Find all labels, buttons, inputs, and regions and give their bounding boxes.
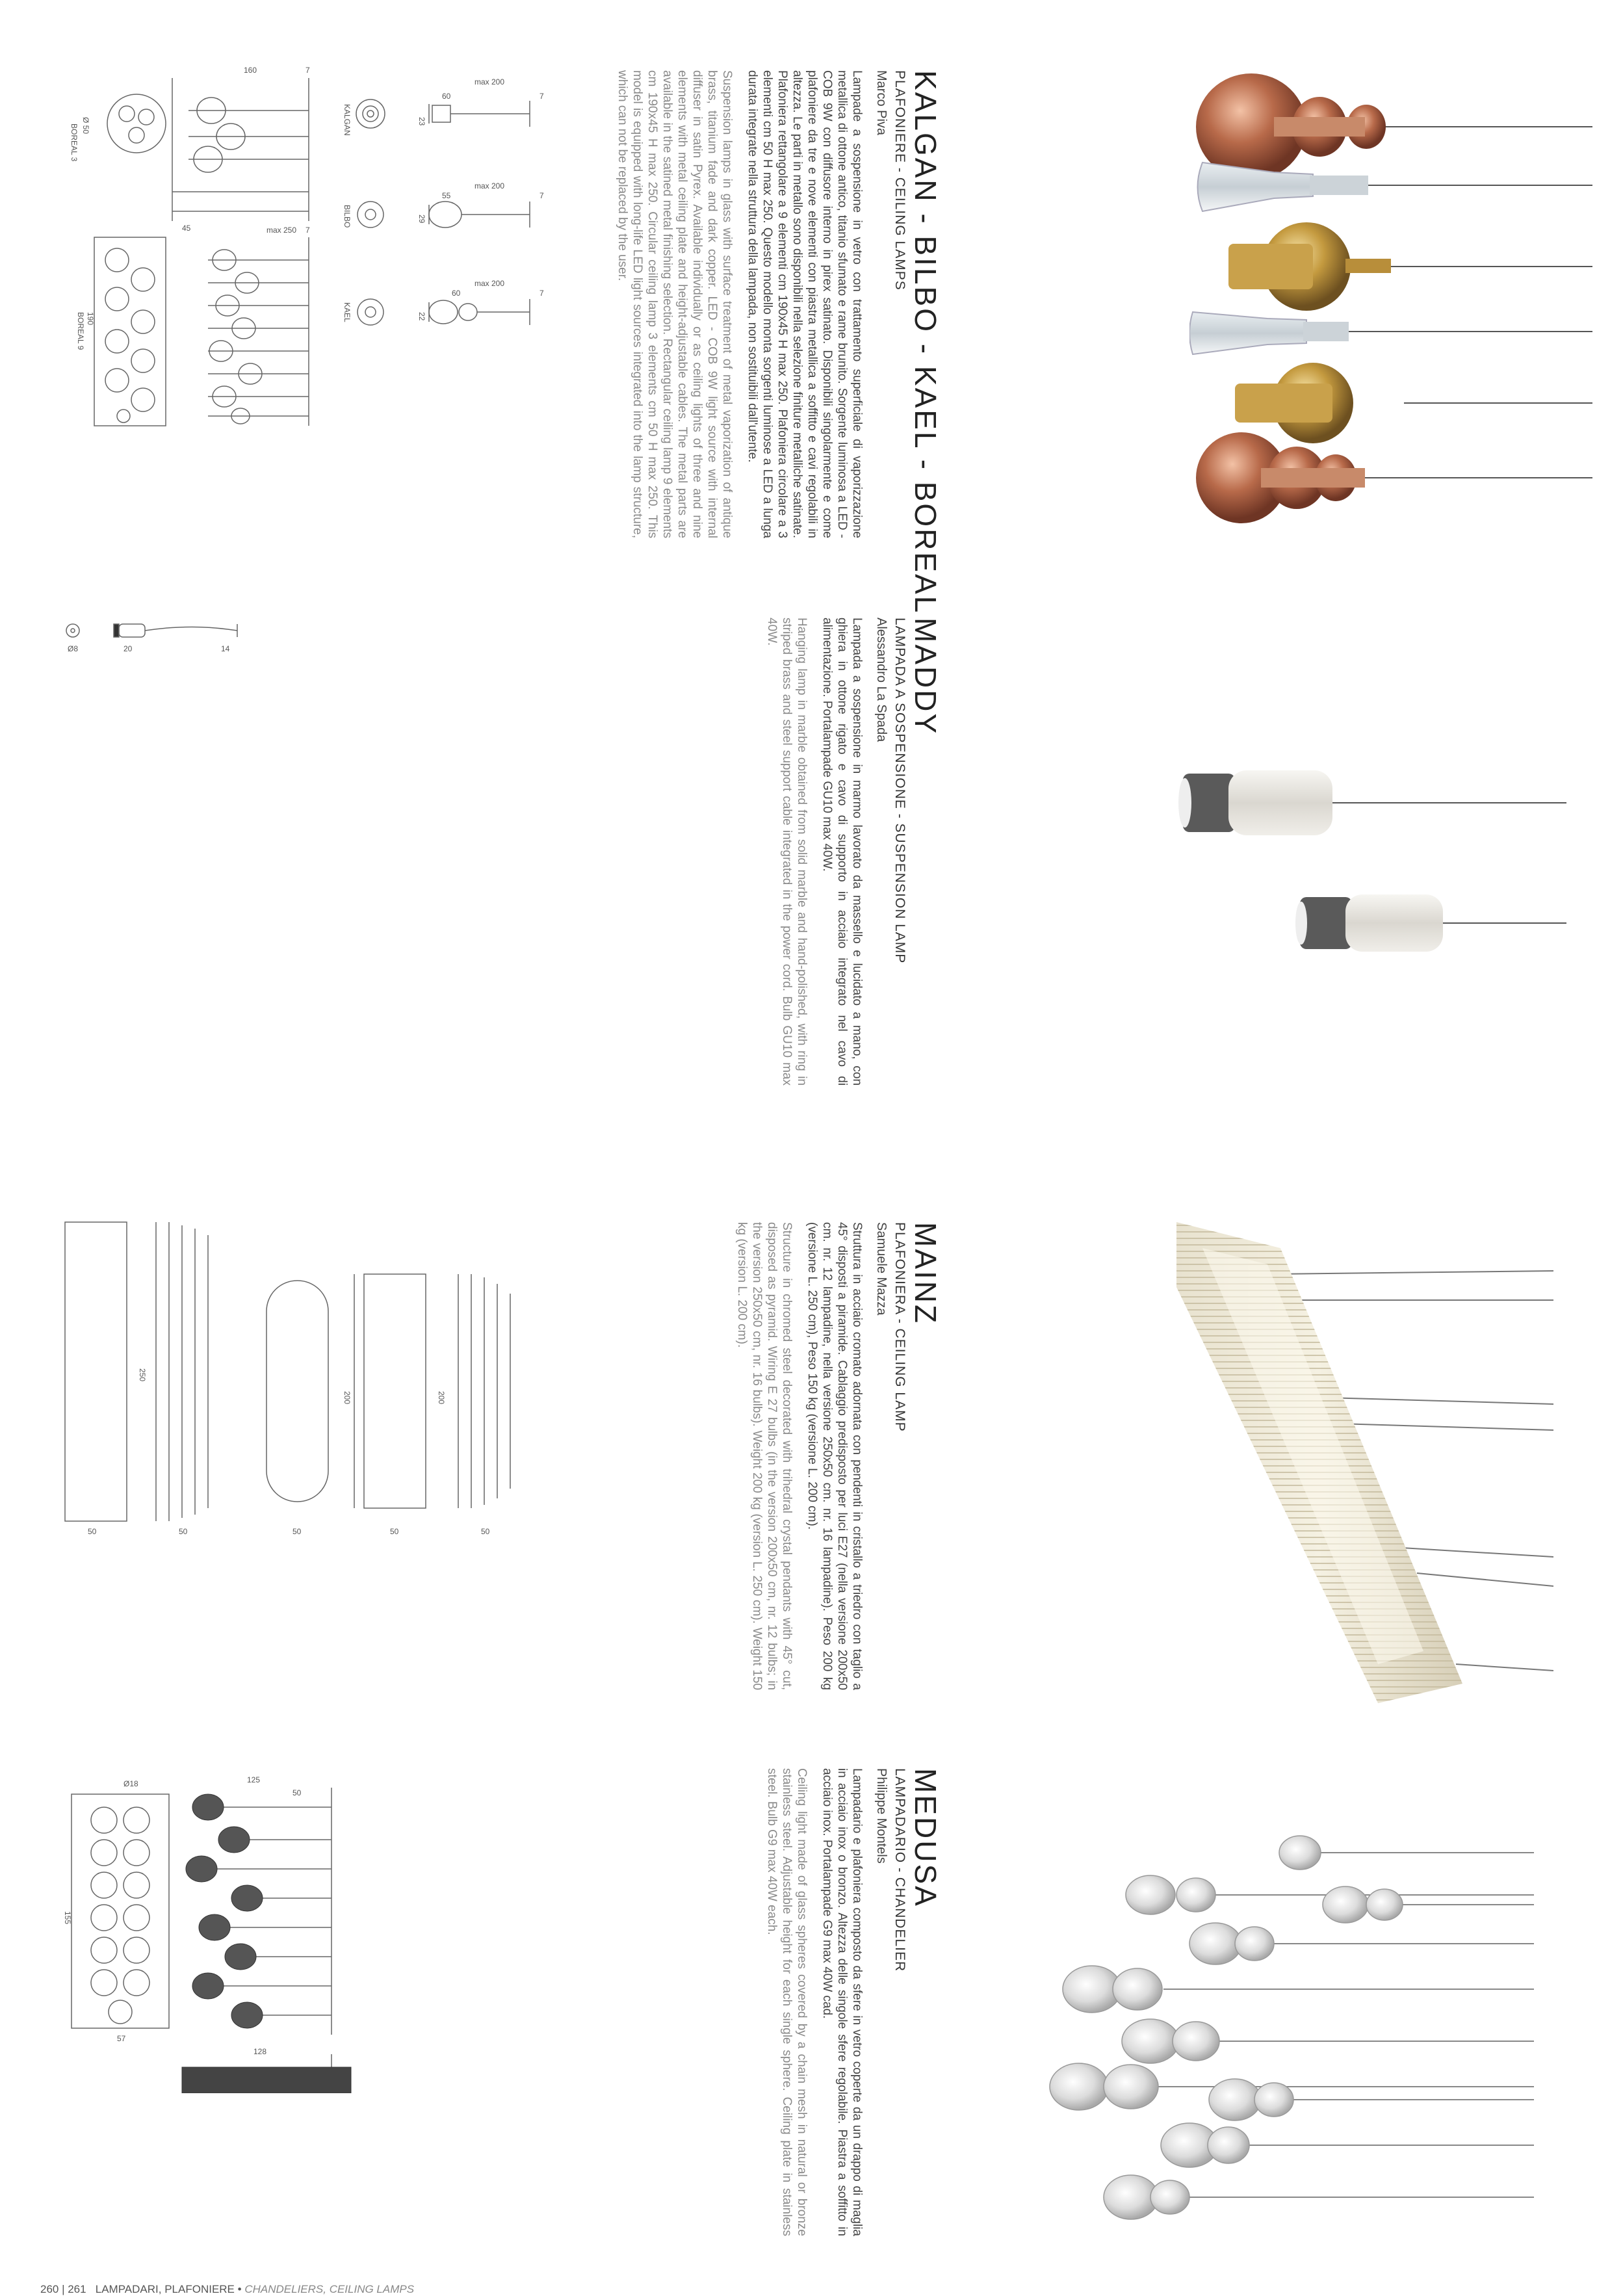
medusa-designer: Philippe Montels [874,1768,889,1864]
dim-label: 200 [343,1391,352,1405]
dim-label: max 250 [266,226,297,235]
medusa-text-block [764,1768,942,2236]
label-boreal9: BOREAL 9 [76,312,85,350]
dim-label: 190 [86,312,95,326]
dim-label: 7 [539,289,544,298]
maddy-description-en: Hanging lamp in marble obtained from solid marble and hand-polished, with ring in striped brass and steel support cable integrated in the power cord. Bulb GU10 max 40W. [765,618,809,1086]
dim-label: 20 [123,644,133,653]
dim-label: max 200 [474,279,505,288]
kalgan-description-it: Lampade a sospensione in vetro con trattamento superficiale di vaporizzazione metallica di ottone antico, titanio sfumato e rame brunito. Sorgente luminosa a LED - COB 9W con diffusore interno in pirex satinato. Disponibili singolarmente e come plafoniere da tre e nove elementi con piastra metallica a soffitto e cavi regolabili in altezza. Le parti in metallo sono disponibili nella selezione finiture metalliche satinate. Plafoniera rettangolare a 9 elementi cm 190x45 H max 250. Plafoniera circolare a 3 elementi cm 50 H max 250. Questo modello monta sorgenti luminose a LED a lunga durata integrate nella struttura della lampada, non sostituibili dall'utente. [746,70,864,538]
mainz-designer: Samuele Mazza [874,1222,889,1316]
kalgan-technical-drawing [58,65,552,429]
maddy-subtitle: LAMPADA A SOSPENSIONE - SUSPENSION LAMP [892,618,907,964]
kalgan-subtitle: PLAFONIERE - CEILING LAMPS [892,70,907,291]
maddy-product-photo [1163,741,1566,975]
dim-label: 160 [244,66,257,75]
medusa-description-it: Lampadario e plafoniera composto da sfere in vetro coperte da un drappo di maglia in acciaio inox o bronzo. Altezza delle singole sfere regolabile. Piastra a soffitto in acciaio inox. Portalampade G9 max 40W cad. [820,1768,864,2236]
dim-label: 155 [63,1911,72,1925]
medusa-product-photo [1040,1833,1534,2243]
dim-label: 50 [179,1527,188,1536]
dim-label: 50 [390,1527,399,1536]
footer-category-en: CHANDELIERS, CEILING LAMPS [244,2283,415,2295]
dim-label: 7 [539,92,544,101]
mainz-product-photo [1163,1209,1553,1716]
mainz-text-block [734,1222,942,1690]
dim-label: Ø18 [123,1779,138,1788]
dim-label: 7 [539,191,544,200]
dim-label: 60 [442,92,451,101]
dim-label: 7 [305,226,310,235]
dim-label: 45 [182,224,191,233]
label-boreal3: BOREAL 3 [70,124,79,162]
dim-label: 57 [117,2034,126,2043]
dim-label: max 200 [474,77,505,86]
dim-label: 55 [442,191,451,200]
medusa-subtitle: LAMPADARIO - CHANDELIER [892,1768,907,1972]
dim-label: 60 [452,289,461,298]
dim-label: 50 [88,1527,97,1536]
maddy-text-block [764,618,942,1086]
dim-label: 14 [221,644,230,653]
dim-label: 200 [437,1391,446,1405]
label-kalgan: KALGAN [343,104,352,136]
dim-label: 250 [138,1368,147,1382]
footer-separator: • [237,2283,242,2295]
maddy-technical-drawing [58,611,273,670]
mainz-description-en: Structure in chromed steel decorated with trihedral crystal pendants with 45° cut, disposed as pyramid. Wiring E 27 bulbs (in the version 200x50 cm, nr. 12 bulbs; in the version 250x50 cm, nr. 16 bulbs). Weight 200 kg (version L. 250 cm). Weight 150 kg (version L. 200 cm). [735,1222,794,1690]
kalgan-designer: Marco Piva [874,70,889,136]
maddy-title: MADDY [909,618,942,736]
dim-label: Ø 50 [81,117,90,135]
dim-label: 22 [417,312,426,321]
dim-label: 23 [417,117,426,126]
label-bilbo: BILBO [343,205,352,228]
maddy-description-it: Lampada a sospensione in marmo lavorato da massello e lucidato a mano, con ghiera in ottone rigato e cavo di supporto in acciaio integrato nel cavo di alimentazione. Portalampade GU10 max 40W. [820,618,864,1086]
dim-label: 125 [247,1775,261,1784]
mainz-subtitle: PLAFONIERA - CEILING LAMP [892,1222,907,1432]
mainz-description-it: Struttura in acciaio cromato adornata con pendenti in cristallo a triedro con taglio a 45° disposti a piramide. Cablaggio predisposto per luci E27 (nella versione 200x50 cm. nr. 12 lampadine, nella versione 250x50 cm. nr. 16 lampadine). Peso 200 kg (versione L. 250 cm), Peso 150 kg (versione L. 200 cm). [805,1222,864,1690]
dim-label: max 200 [474,181,505,190]
page-footer [40,2283,414,2296]
maddy-designer: Alessandro La Spada [874,618,889,742]
mainz-title: MAINZ [909,1222,942,1325]
dim-label: 50 [292,1527,302,1536]
dim-label: 50 [481,1527,490,1536]
label-kael: KAEL [343,302,352,322]
medusa-description-en: Ceiling light made of glass spheres covered by a chain mesh in natural or bronze stainless steel. Adjustable height for each single sphere. Ceiling plate in stainless steel. Bulb G9 max 40W each. [765,1768,809,2236]
footer-category: LAMPADARI, PLAFONIERE [95,2283,235,2295]
kalgan-product-photo [1189,52,1592,546]
page-numbers: 260 | 261 [40,2283,86,2295]
medusa-title: MEDUSA [909,1768,942,1908]
mainz-technical-drawing [58,1209,552,1547]
medusa-technical-drawing [58,1755,448,2093]
dim-label: 7 [305,66,310,75]
kalgan-text-block [615,70,942,615]
dim-label: 29 [417,215,426,224]
dim-label: Ø8 [68,644,79,653]
kalgan-title: KALGAN - BILBO - KAEL - BOREAL [909,70,942,615]
dim-label: 50 [292,1788,302,1797]
kalgan-description-en: Suspension lamps in glass with surface treatment of metal vaporization of antique brass, titanium fade and dark copper. LED - COB 9W light source with internal diffuser in satin Pyrex. Available individually or as ceiling lights of three and nine elements with metal ceiling plate and height-adjustable cables. The metal parts are available in the satined metal finishing selection. Rectangular ceiling lamp 9 elements cm 190x45 H max 250. Circular ceiling lamp 3 elements cm 50 H max 250. This model is equipped with long-life LED light sources integrated into the lamp structure, which can not be replaced by the user. [616,70,734,538]
dim-label: 128 [253,2047,267,2056]
